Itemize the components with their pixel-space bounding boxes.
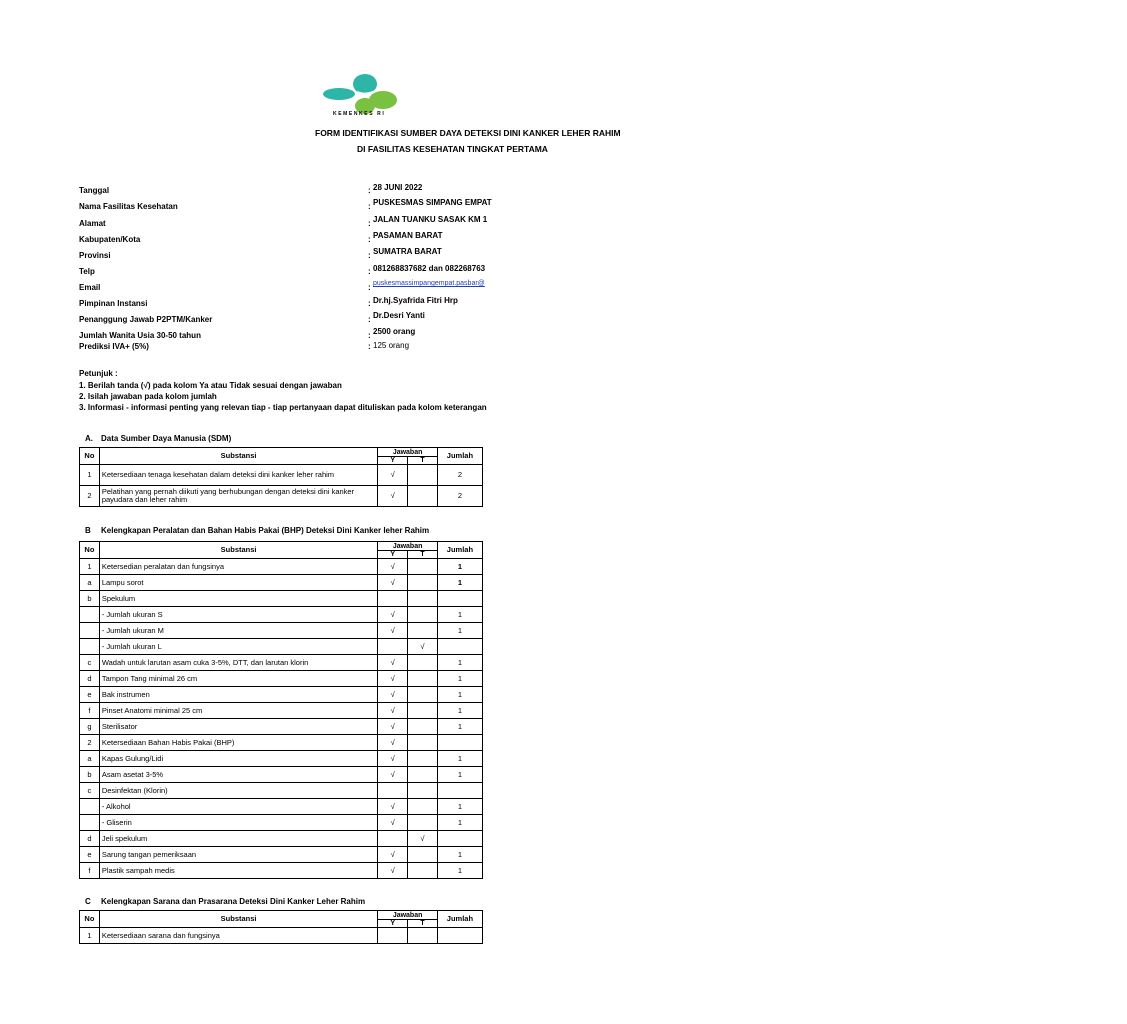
cell-substansi: - Jumlah ukuran S — [99, 607, 378, 623]
table-row — [80, 847, 483, 863]
cell-no: e — [80, 687, 100, 703]
table-row — [80, 591, 483, 607]
cell-jumlah[interactable] — [437, 928, 482, 944]
section-letter: C — [85, 897, 91, 906]
info-value-kabupaten: PASAMAN BARAT — [373, 231, 443, 240]
info-label-penanggung-jawab: Penanggung Jawab P2PTM/Kanker — [79, 315, 213, 324]
cell-ya[interactable]: √ — [378, 847, 408, 863]
table-row — [80, 655, 483, 671]
info-colon: : — [368, 267, 371, 276]
cell-substansi: Bak instrumen — [99, 687, 378, 703]
cell-substansi: - Gliserin — [99, 815, 378, 831]
cell-substansi: Sarung tangan pemeriksaan — [99, 847, 378, 863]
table-row — [80, 465, 483, 486]
cell-substansi: - Jumlah ukuran M — [99, 623, 378, 639]
cell-tidak[interactable] — [408, 783, 438, 799]
cell-tidak[interactable] — [408, 486, 438, 507]
cell-ya[interactable] — [378, 639, 408, 655]
section-c-heading — [85, 897, 365, 906]
info-value-tanggal: 28 JUNI 2022 — [373, 183, 423, 192]
info-label-tanggal: Tanggal — [79, 186, 110, 195]
cell-tidak[interactable] — [408, 465, 438, 486]
cell-ya[interactable]: √ — [378, 703, 408, 719]
cell-no: f — [80, 703, 100, 719]
cell-tidak[interactable]: √ — [408, 831, 438, 847]
cell-no — [80, 639, 100, 655]
cell-substansi: Plastik sampah medis — [99, 863, 378, 879]
cell-ya[interactable]: √ — [378, 815, 408, 831]
cell-substansi: Jeli spekulum — [99, 831, 378, 847]
cell-no — [80, 607, 100, 623]
petunjuk-heading: Petunjuk : — [79, 369, 118, 378]
cell-jumlah[interactable]: 1 — [437, 815, 482, 831]
header-jawaban: Jawaban — [378, 542, 437, 551]
cell-substansi: Wadah untuk larutan asam cuka 3-5%, DTT, dan larutan klorin — [99, 655, 378, 671]
info-colon: : — [368, 235, 371, 244]
section-b-heading — [85, 526, 429, 535]
cell-jumlah[interactable]: 1 — [437, 751, 482, 767]
cell-no: 2 — [80, 735, 100, 751]
cell-substansi: Kapas Gulung/Lidi — [99, 751, 378, 767]
table-sarana — [79, 910, 483, 944]
info-colon: : — [368, 299, 371, 308]
info-colon: : — [368, 202, 371, 211]
cell-ya[interactable] — [378, 928, 408, 944]
cell-tidak[interactable] — [408, 623, 438, 639]
cell-tidak[interactable] — [408, 671, 438, 687]
info-label-provinsi: Provinsi — [79, 251, 111, 260]
cell-substansi: Pelatihan yang pernah diikuti yang berhubungan dengan deteksi dini kanker payudara dan leher rahim — [99, 486, 378, 507]
cell-ya[interactable] — [378, 783, 408, 799]
cell-tidak[interactable] — [408, 815, 438, 831]
info-value-provinsi: SUMATRA BARAT — [373, 247, 442, 256]
cell-jumlah[interactable]: 1 — [437, 703, 482, 719]
section-letter: A. — [85, 434, 93, 443]
cell-ya[interactable]: √ — [378, 751, 408, 767]
cell-no: e — [80, 847, 100, 863]
cell-no: d — [80, 671, 100, 687]
info-colon: : — [368, 331, 371, 340]
cell-tidak[interactable] — [408, 928, 438, 944]
cell-ya[interactable]: √ — [378, 719, 408, 735]
cell-substansi: - Jumlah ukuran L — [99, 639, 378, 655]
cell-jumlah[interactable]: 1 — [437, 559, 482, 575]
cell-tidak[interactable] — [408, 575, 438, 591]
cell-jumlah[interactable]: 1 — [437, 623, 482, 639]
cell-ya[interactable]: √ — [378, 575, 408, 591]
cell-no: c — [80, 655, 100, 671]
header-jawaban: Jawaban — [378, 448, 437, 457]
cell-ya[interactable]: √ — [378, 671, 408, 687]
table-row — [80, 486, 483, 507]
cell-jumlah[interactable]: 1 — [437, 767, 482, 783]
cell-tidak[interactable] — [408, 863, 438, 879]
cell-ya[interactable]: √ — [378, 465, 408, 486]
cell-substansi: Desinfektan (Klorin) — [99, 783, 378, 799]
cell-no: c — [80, 783, 100, 799]
cell-no: 1 — [80, 465, 100, 486]
info-label-alamat: Alamat — [79, 219, 106, 228]
table-row — [80, 639, 483, 655]
header-substansi: Substansi — [99, 542, 378, 559]
table-row — [80, 559, 483, 575]
table-row — [80, 671, 483, 687]
cell-jumlah[interactable]: 1 — [437, 607, 482, 623]
cell-jumlah[interactable]: 1 — [437, 847, 482, 863]
cell-substansi: - Alkohol — [99, 799, 378, 815]
table-row — [80, 607, 483, 623]
header-t: T — [408, 457, 438, 465]
cell-ya[interactable]: √ — [378, 559, 408, 575]
table-row — [80, 703, 483, 719]
info-value-faskes: PUSKESMAS SIMPANG EMPAT — [373, 198, 492, 207]
table-row — [80, 783, 483, 799]
info-colon: : — [368, 315, 371, 324]
cell-jumlah[interactable]: 1 — [437, 719, 482, 735]
cell-ya[interactable] — [378, 591, 408, 607]
cell-jumlah[interactable] — [437, 591, 482, 607]
cell-jumlah[interactable]: 2 — [437, 486, 482, 507]
cell-no: 1 — [80, 559, 100, 575]
cell-jumlah[interactable] — [437, 639, 482, 655]
cell-tidak[interactable] — [408, 719, 438, 735]
table-row — [80, 735, 483, 751]
cell-ya[interactable]: √ — [378, 735, 408, 751]
cell-substansi: Ketersedian peralatan dan fungsinya — [99, 559, 378, 575]
header-y: Y — [378, 551, 408, 559]
petunjuk-item: 1. Berilah tanda (√) pada kolom Ya atau Tidak sesuai dengan jawaban — [79, 381, 342, 390]
info-value-alamat: JALAN TUANKU SASAK KM 1 — [373, 215, 488, 224]
cell-jumlah[interactable]: 1 — [437, 575, 482, 591]
cell-ya[interactable]: √ — [378, 655, 408, 671]
info-label-prediksi: Prediksi IVA+ (5%) — [79, 342, 149, 351]
cell-substansi: Ketersediaan sarana dan fungsinya — [99, 928, 378, 944]
section-title: Data Sumber Daya Manusia (SDM) — [101, 434, 232, 443]
section-a-heading — [85, 434, 231, 443]
cell-jumlah[interactable] — [437, 831, 482, 847]
table-row — [80, 928, 483, 944]
table-row — [80, 751, 483, 767]
section-title: Kelengkapan Peralatan dan Bahan Habis Pakai (BHP) Deteksi Dini Kanker leher Rahim — [101, 526, 430, 535]
cell-tidak[interactable] — [408, 847, 438, 863]
table-row — [80, 719, 483, 735]
cell-no — [80, 815, 100, 831]
cell-no: g — [80, 719, 100, 735]
cell-tidak[interactable] — [408, 655, 438, 671]
cell-jumlah[interactable]: 1 — [437, 671, 482, 687]
header-y: Y — [378, 920, 408, 928]
info-label-faskes: Nama Fasilitas Kesehatan — [79, 202, 178, 211]
table-peralatan — [79, 541, 483, 879]
info-value-telp: 081268837682 dan 082268763 — [373, 264, 486, 273]
cell-ya[interactable]: √ — [378, 607, 408, 623]
cell-jumlah[interactable]: 1 — [437, 655, 482, 671]
table-row — [80, 831, 483, 847]
table-row — [80, 863, 483, 879]
info-colon: : — [368, 251, 371, 260]
cell-substansi: Lampu sorot — [99, 575, 378, 591]
info-value-pimpinan: Dr.hj.Syafrida Fitri Hrp — [373, 296, 458, 305]
header-t: T — [408, 551, 438, 559]
cell-ya[interactable] — [378, 831, 408, 847]
table-row — [80, 575, 483, 591]
cell-ya[interactable]: √ — [378, 623, 408, 639]
cell-ya[interactable]: √ — [378, 687, 408, 703]
cell-no — [80, 623, 100, 639]
petunjuk-item: 2. Isilah jawaban pada kolom jumlah — [79, 392, 217, 401]
cell-tidak[interactable] — [408, 767, 438, 783]
table-row — [80, 815, 483, 831]
info-label-pimpinan: Pimpinan Instansi — [79, 299, 148, 308]
info-value-penanggung-jawab: Dr.Desri Yanti — [373, 311, 425, 320]
cell-ya[interactable]: √ — [378, 799, 408, 815]
cell-substansi: Ketersediaan tenaga kesehatan dalam deteksi dini kanker leher rahim — [99, 465, 378, 486]
cell-jumlah[interactable]: 1 — [437, 799, 482, 815]
header-jawaban: Jawaban — [378, 911, 437, 920]
info-value-prediksi: 125 orang — [373, 341, 410, 350]
section-title: Kelengkapan Sarana dan Prasarana Deteksi Dini Kanker Leher Rahim — [101, 897, 366, 906]
cell-tidak[interactable] — [408, 559, 438, 575]
form-title-line2: DI FASILITAS KESEHATAN TINGKAT PERTAMA — [357, 144, 548, 154]
header-jumlah: Jumlah — [437, 911, 482, 928]
form-title-line1: FORM IDENTIFIKASI SUMBER DAYA DETEKSI DINI KANKER LEHER RAHIM — [315, 128, 621, 138]
cell-no: f — [80, 863, 100, 879]
header-jumlah: Jumlah — [437, 542, 482, 559]
header-substansi: Substansi — [99, 911, 378, 928]
header-no: No — [80, 448, 100, 465]
cell-no: b — [80, 591, 100, 607]
cell-jumlah[interactable] — [437, 735, 482, 751]
cell-tidak[interactable] — [408, 687, 438, 703]
cell-tidak[interactable] — [408, 735, 438, 751]
cell-no — [80, 799, 100, 815]
cell-substansi: Spekulum — [99, 591, 378, 607]
cell-ya[interactable]: √ — [378, 863, 408, 879]
header-y: Y — [378, 457, 408, 465]
cell-jumlah[interactable]: 1 — [437, 687, 482, 703]
cell-jumlah[interactable] — [437, 783, 482, 799]
table-row — [80, 767, 483, 783]
header-no: No — [80, 542, 100, 559]
cell-substansi: Asam asetat 3-5% — [99, 767, 378, 783]
info-value-email[interactable]: puskesmassimpangempat.pasbar@ — [373, 280, 485, 287]
info-colon: : — [368, 342, 371, 351]
header-t: T — [408, 920, 438, 928]
cell-substansi: Sterilisator — [99, 719, 378, 735]
cell-no: a — [80, 575, 100, 591]
header-substansi: Substansi — [99, 448, 378, 465]
info-value-jumlah-wanita: 2500 orang — [373, 327, 416, 336]
cell-no: a — [80, 751, 100, 767]
cell-no: 1 — [80, 928, 100, 944]
petunjuk-item: 3. Informasi - informasi penting yang relevan tiap - tiap pertanyaan dapat dituliskan pada kolom keterangan — [79, 403, 487, 412]
cell-ya[interactable]: √ — [378, 486, 408, 507]
info-colon: : — [368, 186, 371, 195]
info-label-kabupaten: Kabupaten/Kota — [79, 235, 141, 244]
info-label-jumlah-wanita: Jumlah Wanita Usia 30-50 tahun — [79, 331, 201, 340]
table-sdm — [79, 447, 483, 507]
info-colon: : — [368, 219, 371, 228]
table-row — [80, 799, 483, 815]
cell-no: 2 — [80, 486, 100, 507]
cell-tidak[interactable] — [408, 607, 438, 623]
info-label-email: Email — [79, 283, 101, 292]
cell-substansi: Ketersediaan Bahan Habis Pakai (BHP) — [99, 735, 378, 751]
cell-tidak[interactable] — [408, 703, 438, 719]
cell-substansi: Tampon Tang minimal 26 cm — [99, 671, 378, 687]
cell-jumlah[interactable]: 2 — [437, 465, 482, 486]
cell-tidak[interactable] — [408, 751, 438, 767]
cell-jumlah[interactable]: 1 — [437, 863, 482, 879]
logo-text: KEMENKES RI — [333, 111, 386, 117]
table-row — [80, 687, 483, 703]
cell-tidak[interactable] — [408, 591, 438, 607]
cell-no: b — [80, 767, 100, 783]
cell-no: d — [80, 831, 100, 847]
table-row — [80, 623, 483, 639]
section-letter: B — [85, 526, 91, 535]
header-jumlah: Jumlah — [437, 448, 482, 465]
info-label-telp: Telp — [79, 267, 95, 276]
cell-tidak[interactable] — [408, 799, 438, 815]
info-colon: : — [368, 283, 371, 292]
cell-tidak[interactable]: √ — [408, 639, 438, 655]
cell-substansi: Pinset Anatomi minimal 25 cm — [99, 703, 378, 719]
header-no: No — [80, 911, 100, 928]
cell-ya[interactable]: √ — [378, 767, 408, 783]
